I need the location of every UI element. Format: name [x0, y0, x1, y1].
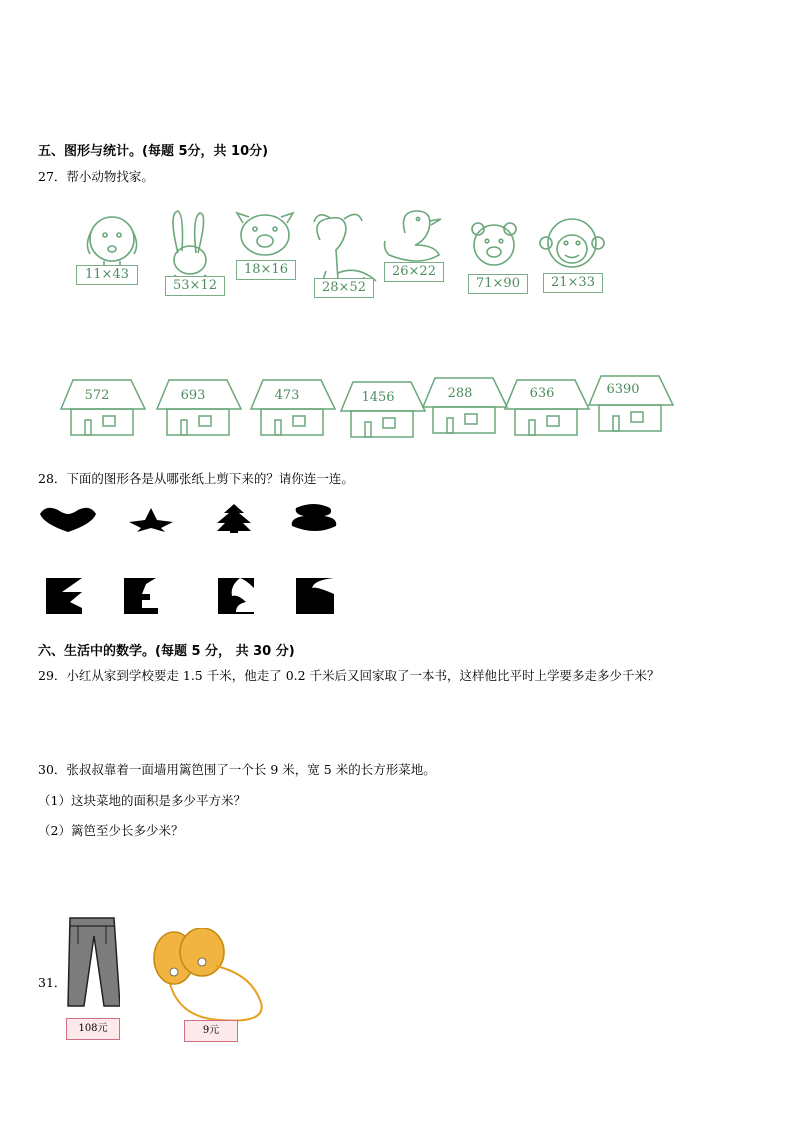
animal-card-dog: 11×43 [76, 265, 138, 285]
mushroom-shape-icon [292, 504, 337, 531]
cut-shapes-row [36, 502, 346, 536]
price-tag-pants: 108元 [66, 1018, 120, 1040]
house-number-7: 6390 [606, 382, 640, 397]
house-number-3: 473 [274, 388, 300, 403]
house-number-2: 693 [180, 388, 206, 403]
star-shape-icon [129, 508, 173, 532]
heart-shape-icon [40, 508, 96, 532]
house-number-1: 572 [84, 388, 110, 403]
pig-icon [237, 213, 293, 255]
paper-4-icon [296, 578, 334, 614]
monkey-icon [540, 219, 604, 267]
paper-pieces-row [44, 576, 339, 616]
section-6-title: 六、生活中的数学。(每题 5 分， 共 30 分) [38, 644, 295, 659]
bear-icon [472, 223, 516, 265]
paper-3-icon [218, 578, 254, 614]
section-5-title: 五、图形与统计。(每题 5分，共 10分) [38, 144, 269, 159]
paper-2-icon [124, 578, 158, 614]
animal-card-rabbit: 53×12 [165, 276, 225, 296]
animal-card-duck: 26×22 [384, 262, 444, 282]
question-30-sub-1: （1）这块菜地的面积是多少平方米？ [38, 793, 246, 808]
question-27-text: 27．帮小动物找家。 [38, 169, 154, 184]
houses-illustration [55, 374, 675, 442]
tree-shape-icon [217, 504, 251, 533]
goat-icon [314, 214, 376, 287]
animal-card-goat: 28×52 [314, 278, 374, 298]
question-29-text: 29．小红从家到学校要走 1.5 千米，他走了 0.2 千米后又回家取了一本书，这样他比平时上学要多走多少千米？ [38, 668, 660, 683]
house-number-5: 288 [447, 386, 473, 401]
animal-card-monkey: 21×33 [543, 273, 603, 293]
pants-icon [64, 914, 120, 1010]
question-30-sub-2: （2）篱笆至少长多少米？ [38, 823, 184, 838]
price-tag-gloves: 9元 [184, 1020, 238, 1042]
rabbit-icon [173, 211, 206, 281]
paper-1-icon [46, 578, 82, 614]
duck-icon [385, 211, 442, 261]
dog-icon [87, 217, 136, 267]
house-number-4: 1456 [361, 390, 395, 405]
animal-card-bear: 71×90 [468, 274, 528, 294]
question-31-label: 31． [38, 975, 67, 990]
house-number-6: 636 [529, 386, 555, 401]
question-28-text: 28．下面的图形各是从哪张纸上剪下来的？请你连一连。 [38, 471, 354, 486]
animal-card-pig: 18×16 [236, 260, 296, 280]
question-30-text: 30．张叔叔靠着一面墙用篱笆围了一个长 9 米，宽 5 米的长方形菜地。 [38, 762, 436, 777]
gloves-icon [150, 928, 270, 1028]
